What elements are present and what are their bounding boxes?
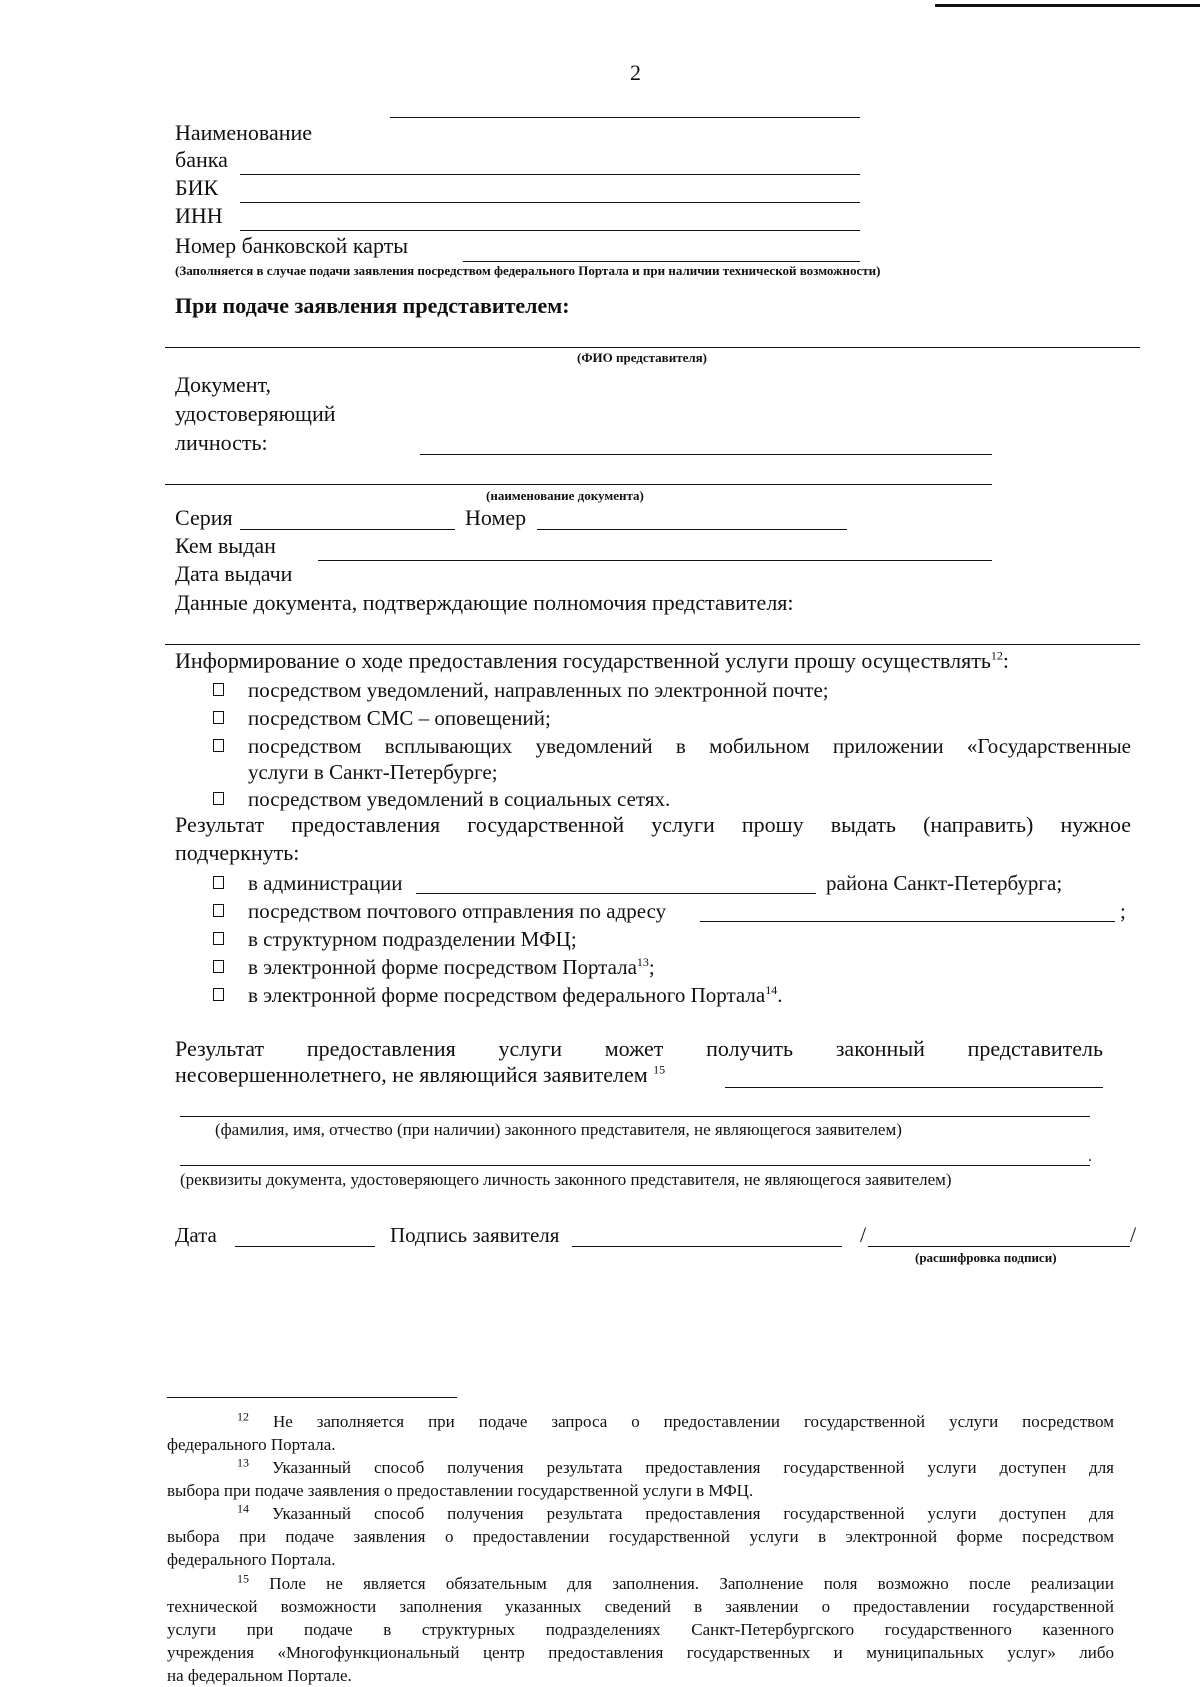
footnote-15-text-a: Поле не является обязательным для заполнения. Заполнение поля возможно после реализации [269, 1574, 1114, 1593]
footnote-12-marker: 12 [237, 1409, 249, 1424]
informing-app-checkbox[interactable] [213, 739, 224, 752]
footnote-15 [167, 1572, 1114, 1687]
page-number: 2 [630, 60, 641, 85]
inn-field[interactable] [240, 230, 860, 231]
footnote-14-text-a: Указанный способ получения результата предоставления государственной услуги доступен для [271, 1504, 1115, 1523]
result-mfc-label: в структурном подразделении МФЦ; [248, 927, 577, 951]
result-mfc-checkbox[interactable] [213, 932, 224, 945]
footnote-ref-13: 13 [636, 955, 649, 969]
result-fed-portal-text: в электронной форме посредством федерального Портала [248, 983, 766, 1007]
result-post-checkbox[interactable] [213, 904, 224, 917]
issued-by-field[interactable] [318, 560, 992, 561]
footnote-12 [167, 1410, 1114, 1456]
result-admin-field[interactable] [416, 893, 816, 894]
footnote-14 [167, 1502, 1114, 1571]
informing-sms-label: посредством СМС – оповещений; [248, 706, 551, 730]
series-label: Серия [175, 505, 233, 530]
informing-heading [175, 648, 1009, 674]
informing-heading-end: : [1002, 648, 1010, 673]
card-number-note: (Заполняется в случае подачи заявления посредством федерального Портала и при наличии технической возможности) [175, 263, 881, 278]
footnote-14-line-3: федерального Портала. [167, 1550, 336, 1569]
footnote-ref-14: 14 [765, 983, 778, 997]
legal-rep-doc-caption: (реквизиты документа, удостоверяющего личность законного представителя, не являющегося заявителем) [180, 1170, 952, 1189]
footnote-14-line-1 [167, 1502, 1114, 1525]
representative-heading: При подаче заявления представителем: [175, 293, 570, 318]
footnote-15-line-3: услуги при подаче в структурных подразделениях Санкт-Петербургского государственного казенного [167, 1620, 1114, 1639]
legal-rep-inline-field[interactable] [725, 1087, 1103, 1088]
card-number-label: Номер банковской карты [175, 233, 409, 258]
number-field[interactable] [537, 529, 847, 530]
legal-rep-doc-end: . [1088, 1148, 1092, 1165]
doc-name-caption: (наименование документа) [486, 488, 644, 503]
bik-field[interactable] [240, 202, 860, 203]
footnote-12-text-a: Не заполняется при подаче запроса о предоставлении государственной услуги посредством [272, 1412, 1115, 1431]
result-post-label: посредством почтового отправления по адресу [248, 899, 667, 923]
signature-field[interactable] [572, 1246, 842, 1247]
informing-app-label: посредством всплывающих уведомлений в мобильном приложении «Государственные [248, 734, 1131, 758]
signature-label: Подпись заявителя [390, 1223, 560, 1247]
informing-sms-checkbox[interactable] [213, 711, 224, 724]
result-portal-text: в электронной форме посредством Портала [248, 955, 637, 979]
informing-email-checkbox[interactable] [213, 683, 224, 696]
legal-rep-fio-caption: (фамилия, имя, отчество (при наличии) законного представителя, не являющегося заявителем) [215, 1120, 902, 1139]
footnote-14-marker: 14 [237, 1501, 249, 1516]
footnote-15-line-4: учреждения «Многофункциональный центр предоставления государственных и муниципальных услуг» либо [167, 1643, 1114, 1662]
footnote-12-line-2: федерального Портала. [167, 1435, 336, 1454]
informing-heading-text: Информирование о ходе предоставления государственной услуги прошу осуществлять [175, 648, 991, 673]
date-field[interactable] [235, 1246, 375, 1247]
authority-doc-field[interactable] [165, 644, 1140, 645]
footnote-15-line-5: на федеральном Портале. [167, 1666, 352, 1685]
authority-doc-label: Данные документа, подтверждающие полномочия представителя: [175, 590, 794, 615]
footnote-13-text-a: Указанный способ получения результата предоставления государственной услуги доступен для [271, 1458, 1115, 1477]
series-field[interactable] [240, 529, 455, 530]
card-number-field[interactable] [463, 261, 860, 262]
signature-slash-left: / [860, 1222, 867, 1247]
bank-name-label-1: Наименование [175, 120, 313, 145]
signature-decode-field[interactable] [868, 1246, 1130, 1247]
doc-field-1[interactable] [420, 454, 992, 455]
footnote-15-line-2: технической возможности заполнения указанных сведений в заявлении о предоставлении государственной [167, 1597, 1114, 1616]
signature-slash-right: / [1130, 1222, 1137, 1247]
footnote-13-marker: 13 [237, 1455, 249, 1470]
legal-rep-line-1: Результат предоставления услуги может получить законный представитель [175, 1036, 1103, 1061]
bank-name-label-2: банка [175, 147, 228, 172]
issue-date-label: Дата выдачи [175, 561, 293, 586]
result-portal-end: ; [648, 955, 655, 979]
doc-label-1: Документ, [175, 372, 272, 397]
footnote-ref-12: 12 [990, 648, 1003, 663]
representative-fio-caption: (ФИО представителя) [577, 350, 707, 365]
issued-by-label: Кем выдан [175, 533, 276, 558]
result-portal-checkbox[interactable] [213, 960, 224, 973]
legal-rep-fio-field[interactable] [180, 1116, 1090, 1117]
number-label: Номер [465, 505, 527, 530]
informing-app-label-cont: услуги в Санкт-Петербурге; [248, 760, 498, 784]
bank-top-line [390, 117, 860, 118]
date-label: Дата [175, 1223, 217, 1247]
result-portal-label [248, 954, 655, 980]
doc-label-3: личность: [175, 430, 268, 455]
result-post-label-end: ; [1120, 899, 1126, 923]
footnote-15-marker: 15 [237, 1571, 249, 1586]
result-heading-1: Результат предоставления государственной услуги прошу выдать (направить) нужное [175, 812, 1131, 837]
signature-decode-caption: (расшифровка подписи) [915, 1250, 1057, 1265]
footnote-13 [167, 1456, 1114, 1502]
legal-rep-line-2 [175, 1062, 665, 1088]
footnote-ref-15: 15 [653, 1062, 666, 1077]
result-heading-2: подчеркнуть: [175, 840, 300, 865]
result-fed-portal-checkbox[interactable] [213, 988, 224, 1001]
footnote-15-line-1 [167, 1572, 1114, 1595]
top-border-rule [935, 4, 1200, 7]
footnote-13-line-1 [167, 1456, 1114, 1479]
bank-name-field[interactable] [240, 174, 860, 175]
doc-label-2: удостоверяющий [175, 401, 336, 426]
result-admin-checkbox[interactable] [213, 876, 224, 889]
legal-rep-doc-field[interactable] [180, 1165, 1090, 1166]
footnote-separator [167, 1397, 457, 1398]
informing-social-checkbox[interactable] [213, 792, 224, 805]
footnote-12-line-1 [167, 1410, 1114, 1433]
footnote-14-line-2: выбора при подаче заявления о предоставлении государственной услуги в электронной форме посредством [167, 1527, 1114, 1546]
doc-field-2[interactable] [165, 484, 992, 485]
result-admin-label: в администрации [248, 871, 403, 895]
result-fed-portal-end: . [777, 983, 783, 1007]
legal-rep-line-2-text: несовершеннолетнего, не являющийся заявителем [175, 1062, 648, 1087]
representative-fio-field[interactable] [165, 347, 1140, 348]
inn-label: ИНН [175, 203, 223, 228]
result-admin-label-end: района Санкт-Петербурга; [826, 871, 1063, 895]
informing-email-label: посредством уведомлений, направленных по электронной почте; [248, 678, 829, 702]
bik-label: БИК [175, 175, 219, 200]
result-fed-portal-label [248, 982, 782, 1008]
footnote-13-line-2: выбора при подаче заявления о предоставлении государственной услуги в МФЦ. [167, 1481, 754, 1500]
informing-social-label: посредством уведомлений в социальных сетях. [248, 787, 671, 811]
result-post-field[interactable] [700, 921, 1115, 922]
